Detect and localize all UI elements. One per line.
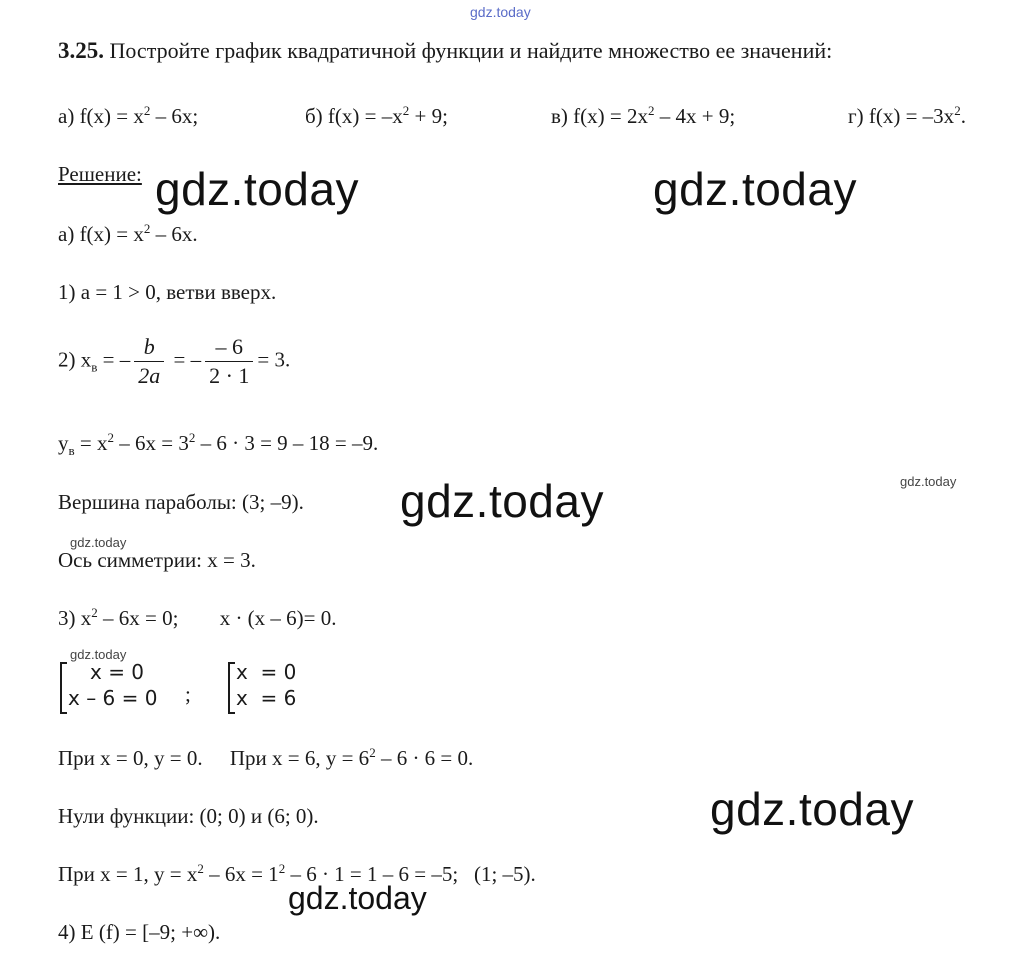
- yv-sub: в: [68, 443, 75, 458]
- system1-eq2: x – 6 = 0: [68, 686, 158, 710]
- points-p1: При x = 0, y = 0.: [58, 746, 203, 770]
- step-3: [58, 606, 337, 631]
- item-b-label: б) f(x) = –x: [305, 104, 403, 128]
- extra-s2: 2: [278, 861, 286, 876]
- item-v-rest: – 4x + 9;: [654, 104, 736, 128]
- system1-bracket: [60, 662, 67, 714]
- step2-prefix: 2) x: [58, 347, 92, 372]
- yv-p1: = x: [74, 431, 108, 455]
- frac1-denominator: 2a: [138, 363, 161, 388]
- step2-result: = 3.: [257, 347, 291, 372]
- frac1-numerator: b: [134, 333, 164, 362]
- problem-item-b: [305, 104, 448, 129]
- item-b-sup: 2: [402, 103, 410, 118]
- yv-s1: 2: [107, 430, 114, 445]
- step2-sub: в: [91, 359, 98, 375]
- problem-item-v: [551, 104, 735, 129]
- item-g-label: г) f(x) = –3x: [848, 104, 955, 128]
- item-g-rest: .: [960, 104, 966, 128]
- extra-mid: – 6x = 1: [203, 862, 279, 886]
- watermark-small-2: gdz.today: [70, 535, 127, 550]
- points-sup: 2: [369, 745, 376, 760]
- extra-post: – 6 · 1 = 1 – 6 = –5; (1; –5).: [285, 862, 536, 886]
- points-p2: При x = 6, y = 6: [229, 746, 370, 770]
- system2-eq1: x = 0: [236, 660, 297, 684]
- item-a-sup: 2: [143, 103, 151, 118]
- func-sup: 2: [143, 221, 151, 236]
- range-line: 4) E (f) = [–9; +∞).: [58, 920, 221, 944]
- system2-bracket: [228, 662, 235, 714]
- extra-pre: При x = 1, y = x: [58, 862, 198, 886]
- watermark-top: gdz.today: [470, 4, 531, 20]
- problem-header: [58, 38, 832, 64]
- points-line: [58, 746, 473, 771]
- item-a-rest: – 6x;: [150, 104, 199, 128]
- solution-heading: Решение:: [58, 162, 142, 186]
- yv-s2: 2: [188, 430, 196, 445]
- item-g-sup: 2: [954, 103, 961, 118]
- axis-line: Ось симметрии: x = 3.: [58, 548, 256, 572]
- frac2-numerator: – 6: [205, 333, 253, 362]
- system-separator: ;: [185, 682, 191, 706]
- problem-number: 3.25.: [58, 38, 104, 63]
- step-2: [58, 333, 290, 390]
- step2-eq2: = –: [168, 347, 202, 372]
- yv-pre: y: [58, 431, 69, 455]
- solution-function: [58, 222, 198, 247]
- func-post: – 6x.: [150, 222, 198, 246]
- system2-eq2: x = 6: [236, 686, 297, 710]
- problem-statement: Постройте график квадратичной функции и найдите множество ее значений:: [109, 38, 833, 63]
- watermark-big-2: gdz.today: [653, 163, 857, 215]
- step3-pre: 3) x: [58, 606, 92, 630]
- frac2-denominator: 2 · 1: [209, 363, 250, 388]
- zeros-line: Нули функции: (0; 0) и (6; 0).: [58, 804, 319, 828]
- points-p3: – 6 · 6 = 0.: [375, 746, 474, 770]
- system2: [236, 659, 296, 711]
- fraction-b-over-2a: [134, 333, 164, 390]
- watermark-medium: gdz.today: [288, 880, 427, 916]
- extra-s1: 2: [197, 861, 204, 876]
- yv-p3: – 6 · 3 = 9 – 18 = –9.: [195, 431, 379, 455]
- problem-item-a: [58, 104, 198, 129]
- system1-eq1: x = 0: [90, 660, 145, 684]
- fraction-6-over-2: [205, 333, 253, 390]
- item-a-label: а) f(x) = x: [58, 104, 144, 128]
- func-pre: а) f(x) = x: [58, 222, 144, 246]
- step3-sup: 2: [91, 605, 98, 620]
- watermark-big-3: gdz.today: [400, 475, 604, 527]
- item-b-rest: + 9;: [409, 104, 448, 128]
- yv-p2: – 6x = 3: [113, 431, 189, 455]
- item-v-label: в) f(x) = 2x: [551, 104, 648, 128]
- y-vertex-line: [58, 431, 378, 456]
- watermark-big-4: gdz.today: [710, 783, 914, 835]
- watermark-big-1: gdz.today: [155, 163, 359, 215]
- step-1: 1) a = 1 > 0, ветви вверх.: [58, 280, 277, 304]
- vertex-line: Вершина параболы: (3; –9).: [58, 490, 304, 514]
- system1: [68, 659, 157, 711]
- watermark-small-1: gdz.today: [900, 474, 957, 489]
- step2-eq1: = –: [97, 347, 131, 372]
- problem-item-g: [848, 104, 966, 129]
- item-v-sup: 2: [647, 103, 655, 118]
- watermark-small-3: gdz.today: [70, 647, 127, 662]
- step3-factor: x · (x – 6)= 0.: [219, 606, 337, 630]
- step3-post: – 6x = 0;: [97, 606, 179, 630]
